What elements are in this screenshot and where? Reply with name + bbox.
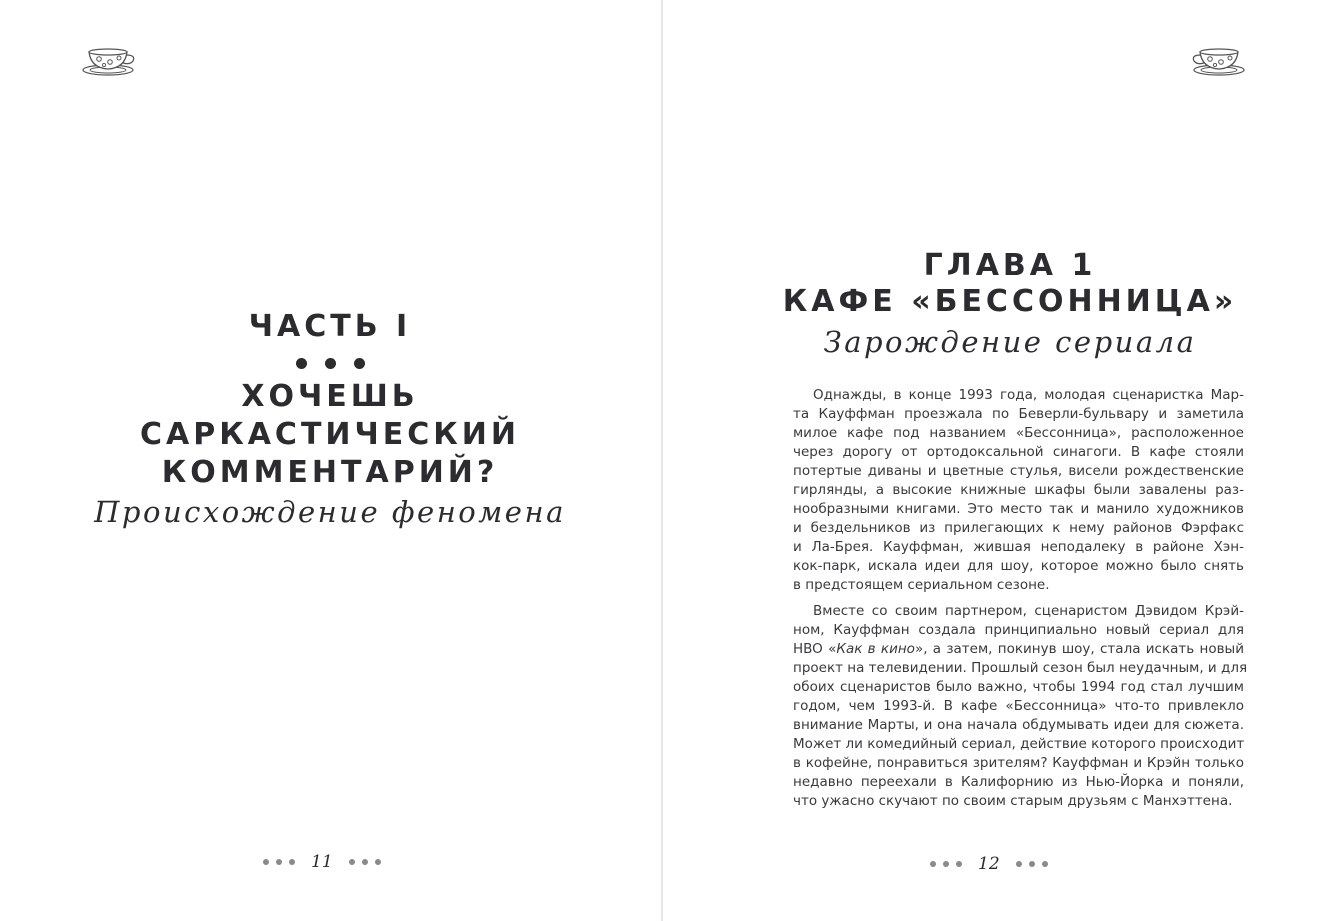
show-title: Как в кино: [836, 641, 915, 657]
folio-dot: [276, 859, 282, 865]
part-label: ЧАСТЬ I: [248, 309, 412, 344]
chapter-heading-block: [773, 248, 1247, 362]
folio-dot: [1016, 861, 1022, 867]
ornament-dot: [296, 358, 307, 369]
part-title-line: ХОЧЕШЬ: [241, 379, 419, 414]
folio-dot: [375, 859, 381, 865]
part-title-line: САРКАСТИЧЕСКИЙ: [139, 417, 521, 452]
folio-dot: [930, 861, 936, 867]
teacup-icon: [81, 44, 137, 80]
chapter-title: КАФЕ «БЕССОННИЦА»: [782, 284, 1238, 319]
folio-dot: [349, 859, 355, 865]
ornament-dots: [60, 352, 600, 374]
folio-dot: [1029, 861, 1035, 867]
text-line: ном, Кауффман создала принципиально новый сериал для: [793, 622, 1244, 638]
folio-dot: [956, 861, 962, 867]
text-line: Может ли комедийный сериал, действие которого происходит: [793, 736, 1245, 752]
text-line: нообразными книгами. Это место так и манило художников: [793, 501, 1244, 517]
folio-dot: [362, 859, 368, 865]
text-line: что ужасно скучают по своим старым друзьям с Манхэттена.: [793, 793, 1233, 809]
text-line: проект на телевидении. Прошлый сезон был неудачным, и для: [793, 660, 1248, 676]
text-line: в предстоящем сериальном сезоне.: [793, 577, 1050, 593]
text-line: потертые диваны и цветные стулья, висели рождественские: [793, 463, 1244, 479]
teacup-icon: [1190, 44, 1246, 80]
text-line: Вместе со своим партнером, сценаристом Дэвидом Крэй-: [813, 603, 1244, 619]
part-subtitle: Происхождение феномена: [94, 495, 566, 529]
folio-dot: [289, 859, 295, 865]
text-line: та Кауффман проезжала по Беверли-бульвару и заметила: [793, 406, 1244, 422]
paragraph: [773, 386, 1244, 595]
folio-dot: [1042, 861, 1048, 867]
part-heading-block: [60, 308, 600, 532]
page-number-footer: [930, 854, 1048, 874]
text-line: внимание Марты, и она начала обдумывать идеи для сюжета.: [793, 717, 1244, 733]
text-line: и бездельников из прилегающих к нему районов Фэрфакс: [793, 520, 1244, 536]
text-line: через дорогу от ортодоксальной синагоги. В кафе стояли: [793, 444, 1244, 460]
text-line: и Ла-Брея. Кауффман, жившая неподалеку в районе Хэн-: [793, 539, 1244, 555]
text-line: Однажды, в конце 1993 года, молодая сценаристка Мар-: [813, 387, 1244, 403]
chapter-subtitle: Зарождение сериала: [823, 325, 1197, 359]
page-number: 11: [311, 852, 333, 872]
folio-dot: [943, 861, 949, 867]
folio-dot: [263, 859, 269, 865]
text-line: в кофейне, понравиться зрителям? Кауффман и Крэйн только: [793, 755, 1244, 771]
part-title-line: КОММЕНТАРИЙ?: [161, 455, 499, 490]
text-line: гирлянды, а высокие книжные шкафы были завалены раз-: [793, 482, 1244, 498]
ornament-dot: [325, 358, 336, 369]
text-line: недавно переехали в Калифорнию из Нью-Йорка и поняли,: [793, 774, 1244, 790]
chapter-body-text: [773, 386, 1248, 811]
paragraph: [773, 602, 1248, 811]
chapter-label: ГЛАВА 1: [923, 248, 1097, 283]
text-line: кок-парк, искала идеи для шоу, которое можно было снять: [793, 558, 1244, 574]
text-line: обоих сценаристов было важно, чтобы 1994 год стал лучшим: [793, 679, 1244, 695]
text-line: HBO «Как в кино», а затем, покинув шоу, стала искать новый: [793, 641, 1244, 657]
ornament-dot: [354, 358, 365, 369]
text-line: годом, чем 1993-й. В кафе «Бессонница» что-то привлекло: [793, 698, 1244, 714]
page-number-footer: [263, 852, 381, 872]
text-line: милое кафе под названием «Бессонница», расположенное: [793, 425, 1244, 441]
page-number: 12: [978, 854, 1000, 874]
